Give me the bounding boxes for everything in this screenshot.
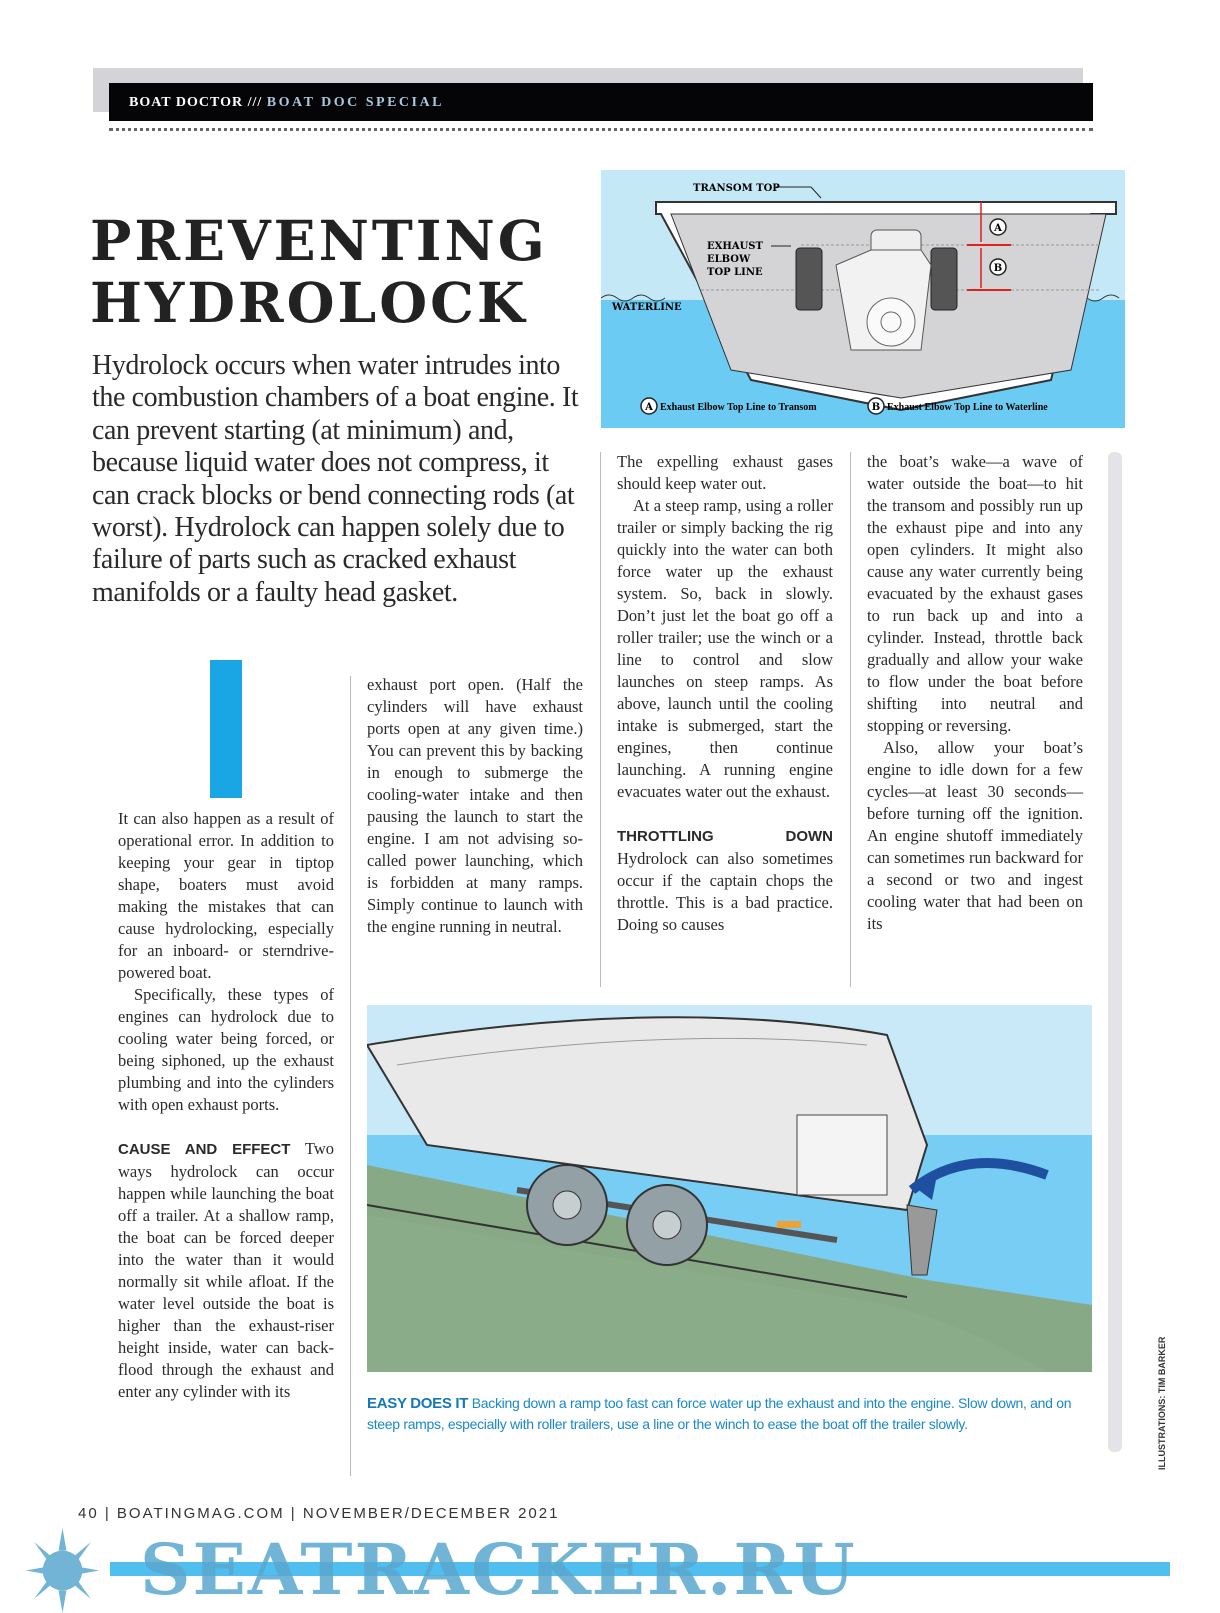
paragraph: At a steep ramp, using a roller trailer or simply backing the rig quickly into the water can both force water up the exhaust system. So, back in slowly. Don’t just let the boat go off a roller trailer; use the winch or a line to control and slow launches on steep ramps. As above, launch until the cooling intake is submerged, start the engines, then continue launching. A running engine evacuates water out the exhaust. [617, 496, 833, 801]
watermark-logo: SEATRACKER.RU [140, 1528, 857, 1611]
exhaust-label-2: ELBOW [707, 254, 751, 265]
caption-head: EASY DOES IT [367, 1395, 469, 1412]
illustration-caption [367, 1393, 1097, 1435]
transom-diagram [601, 170, 1125, 428]
watermark-sun-icon [20, 1528, 105, 1613]
transom-top-label: TRANSOM TOP [693, 183, 780, 194]
exhaust-label-1: EXHAUST [707, 241, 763, 252]
paragraph: Also, allow your boat’s engine to idle down for a few cycles—at least 30 seconds—before turning off the ignition. An engine shutoff immediately can sometimes run backward for a second or two and ingest cooling water that had been on its [867, 738, 1083, 933]
paragraph-text: Hydrolock can also sometimes occur if the captain chops the throttle. This is a bad practice. Doing so causes [617, 849, 833, 934]
subhead-cause-effect: CAUSE AND EFFECT [118, 1141, 291, 1158]
page-footer: 40 | BOATINGMAG.COM | NOVEMBER/DECEMBER 2021 [78, 1505, 560, 1522]
boat-launch-illustration [367, 1005, 1092, 1372]
column-rule [600, 452, 601, 987]
paragraph: The expelling exhaust gases should keep water out. [617, 452, 833, 493]
column-2 [367, 674, 583, 938]
paragraph [118, 1138, 334, 1403]
exhaust-label-3: TOP LINE [707, 267, 763, 278]
paragraph: exhaust port open. (Half the cylinders will have exhaust ports open at any given time.) You can prevent this by backing in enough to submerge the cooling-water intake and then pausing the launch to start the engine. I am not advising so-called power launching, which is forbidden at many ramps. Simply continue to launch with the engine running in neutral. [367, 675, 583, 936]
paragraph: Specifically, these types of engines can hydrolock due to cooling water being forced, or being siphoned, up the exhaust plumbing and into the cylinders with open exhaust ports. [118, 985, 334, 1114]
article-intro: Hydrolock occurs when water intrudes into the combustion chambers of a boat engine. It can prevent starting (at minimum) and, because liquid water does not compress, it can crack blocks or bend connecting rods (at worst). Hydrolock can happen solely due to failure of parts such as cracked exhaust manifolds or a faulty head gasket. [92, 350, 579, 608]
dotted-divider [109, 128, 1093, 132]
marker-b: B [993, 263, 1003, 274]
drop-cap-bar [210, 660, 242, 798]
legend-a: Exhaust Elbow Top Line to Transom [660, 402, 817, 413]
paragraph [617, 825, 833, 936]
legend-b: Exhaust Elbow Top Line to Waterline [887, 402, 1048, 413]
paragraph-text: Two ways hydrolock can occur happen while launching the boat off a trailer. At a shallow ramp, the boat can be forced deeper into the water than it would normally sit while afloat. If the water level outside the boat is higher than the exhaust-riser height inside, water can back-flood through the exhaust and enter any cylinder with its [118, 1139, 334, 1401]
illustration-credit: ILLUSTRATIONS: TIM BARKER [1157, 1336, 1167, 1470]
column-3 [617, 451, 833, 936]
legend-marker-b: B [871, 402, 881, 413]
waterline-label: WATERLINE [612, 302, 682, 313]
section-header [109, 83, 1093, 121]
column-rule [350, 676, 351, 1476]
page-edge-strip [1108, 452, 1122, 1452]
column-4 [867, 451, 1083, 935]
section-label: BOAT DOCTOR [129, 95, 244, 110]
paragraph: the boat’s wake—a wave of water outside the boat—to hit the transom and possibly run up the exhaust pipe and into any open cylinders. It might also cause any water currently being evacuated by the exhaust gases to run back up and into a cylinder. Instead, throttle back gradually and allow your wake to flow under the boat before shifting into neutral and stopping or reversing. [867, 452, 1083, 735]
column-rule [850, 452, 851, 987]
subsection-label: BOAT DOC SPECIAL [266, 95, 444, 110]
column-1 [118, 808, 334, 1403]
legend-marker-a: A [645, 402, 653, 413]
separator: /// [247, 95, 263, 110]
subhead-throttling-down: THROTTLING DOWN [617, 828, 833, 845]
article-title: PREVENTING HYDROLOCK [90, 208, 548, 335]
marker-a: A [994, 223, 1002, 234]
paragraph: It can also happen as a result of operational error. In addition to keeping your gear in tiptop shape, boaters must avoid making the mistakes that can cause hydrolocking, especially for an inboard- or sterndrive-powered boat. [118, 809, 334, 982]
caption-text: Backing down a ramp too fast can force water up the exhaust and into the engine. Slow down, and on steep ramps, especially with roller trailers, use a line or the winch to ease the boat off the trailer slowly. [367, 1395, 1072, 1432]
